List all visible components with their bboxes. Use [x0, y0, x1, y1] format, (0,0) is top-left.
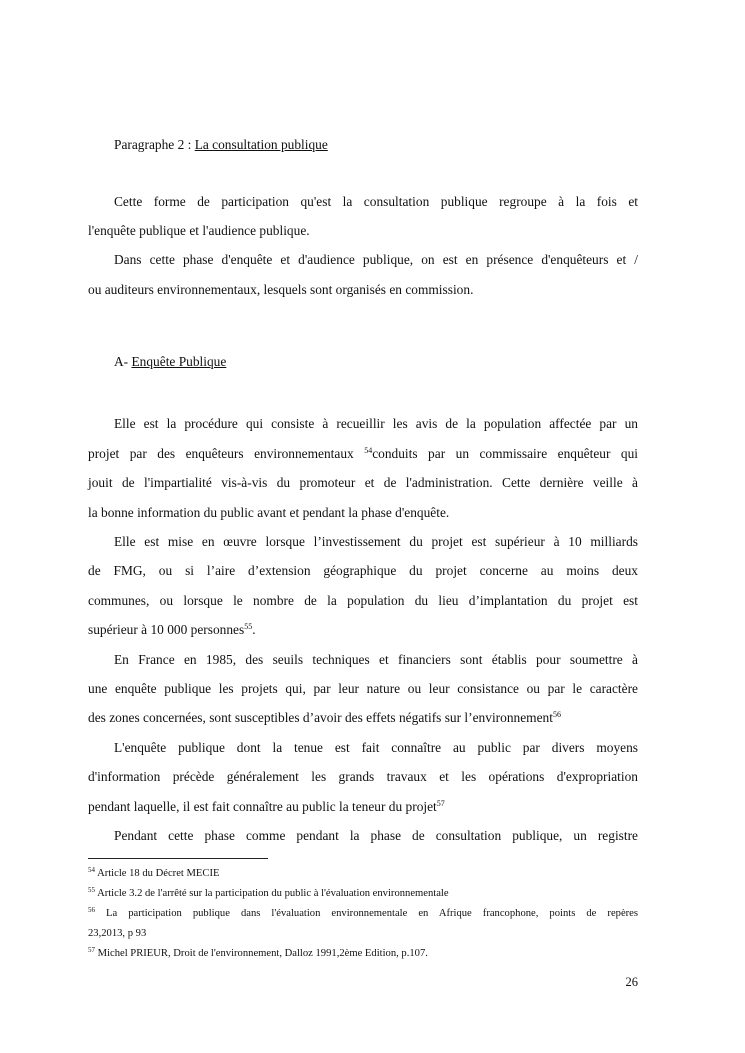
section-heading: [88, 130, 638, 160]
body-p2-line4: [88, 615, 638, 645]
body-p1-line2: [88, 439, 638, 469]
footnote-56-continuation: 23,2013, p 93: [88, 928, 147, 939]
body-p1-line2-text-b: conduits par un commissaire enquêteur qui: [372, 446, 639, 461]
body-p2-line4-text-a: supérieur à 10 000 personnes: [88, 622, 245, 637]
body-p4-line1: L'enquête publique dont la tenue est fait connaître au public par divers moyens: [114, 740, 638, 755]
section-heading-prefix: Paragraphe 2 :: [114, 137, 195, 152]
intro-p2-line2: ou auditeurs environnementaux, lesquels sont organisés en commission.: [88, 282, 474, 297]
footnote-57-text: Michel PRIEUR, Droit de l'environnement, Dalloz 1991,2ème Edition, p.107.: [95, 948, 428, 959]
body-p3-line3: [88, 703, 638, 733]
footnote-56-number: 56: [88, 906, 95, 914]
intro-p1-line1: Cette forme de participation qu'est la consultation publique regroupe à la fois et: [114, 194, 638, 209]
body-p3-line1: En France en 1985, des seuils techniques et financiers sont établis pour soumettre à: [114, 652, 638, 667]
subsection-heading-prefix: A-: [114, 354, 132, 369]
footnote-ref-57: 57: [436, 799, 445, 808]
footnote-55-text: Article 3.2 de l'arrêté sur la participation du public à l'évaluation environnementale: [95, 888, 449, 899]
footnote-57: [88, 944, 638, 963]
page-number: 26: [625, 975, 638, 989]
body-p2-line1: Elle est mise en œuvre lorsque l’investissement du projet est supérieur à 10 milliards: [114, 534, 638, 549]
footnote-ref-56: 56: [552, 710, 561, 719]
body-p4-line3-text: pendant laquelle, il est fait connaître au public la teneur du projet: [88, 799, 437, 814]
body-p1-line1: Elle est la procédure qui consiste à recueillir les avis de la population affectée par un: [114, 416, 638, 431]
body-p3-line3-text: des zones concernées, sont susceptibles d’avoir des effets négatifs sur l’environnement: [88, 710, 553, 725]
footnote-55-number: 55: [88, 886, 95, 894]
footnote-ref-55: 55: [244, 622, 253, 631]
footnote-56: [88, 904, 638, 923]
body-p2-line3: communes, ou lorsque le nombre de la population du lieu d’implantation du projet est: [88, 593, 638, 608]
section-heading-title: La consultation publique: [194, 137, 328, 152]
body-p1-line2-text-a: projet par des enquêteurs environnementaux: [88, 446, 365, 461]
intro-p1-line2: l'enquête publique et l'audience publique.: [88, 223, 310, 238]
footnote-54-text: Article 18 du Décret MECIE: [95, 868, 220, 879]
footnote-54: [88, 864, 638, 883]
footnote-56-text: La participation publique dans l'évaluation environnementale en Afrique francophone, points de repères: [95, 908, 638, 919]
body-p1-line4: la bonne information du public avant et pendant la phase d'enquête.: [88, 505, 450, 520]
body-p3-line2: une enquête publique les projets qui, par leur nature ou leur consistance ou par le caractère: [88, 681, 638, 696]
subsection-heading-title: Enquête Publique: [131, 354, 227, 369]
footnote-54-number: 54: [88, 866, 95, 874]
footnote-ref-54: 54: [364, 446, 373, 455]
body-p1-line3: jouit de l'impartialité vis-à-vis du promoteur et de l'administration. Cette dernière veille à: [88, 475, 638, 490]
body-p4-line3: [88, 792, 638, 822]
body-p4-line2: d'information précède généralement les grands travaux et les opérations d'expropriation: [88, 769, 638, 784]
footnote-57-number: 57: [88, 946, 95, 954]
intro-p2-line1: Dans cette phase d'enquête et d'audience publique, on est en présence d'enquêteurs et /: [114, 252, 638, 267]
footnote-55: [88, 884, 638, 903]
subsection-heading: [88, 347, 638, 377]
body-p5-line1: Pendant cette phase comme pendant la phase de consultation publique, un registre: [114, 828, 638, 843]
body-p2-line2: de FMG, ou si l’aire d’extension géographique du projet concerne au moins deux: [88, 563, 638, 578]
footnote-separator: [88, 858, 268, 859]
body-p2-line4-text-b: .: [252, 622, 256, 637]
